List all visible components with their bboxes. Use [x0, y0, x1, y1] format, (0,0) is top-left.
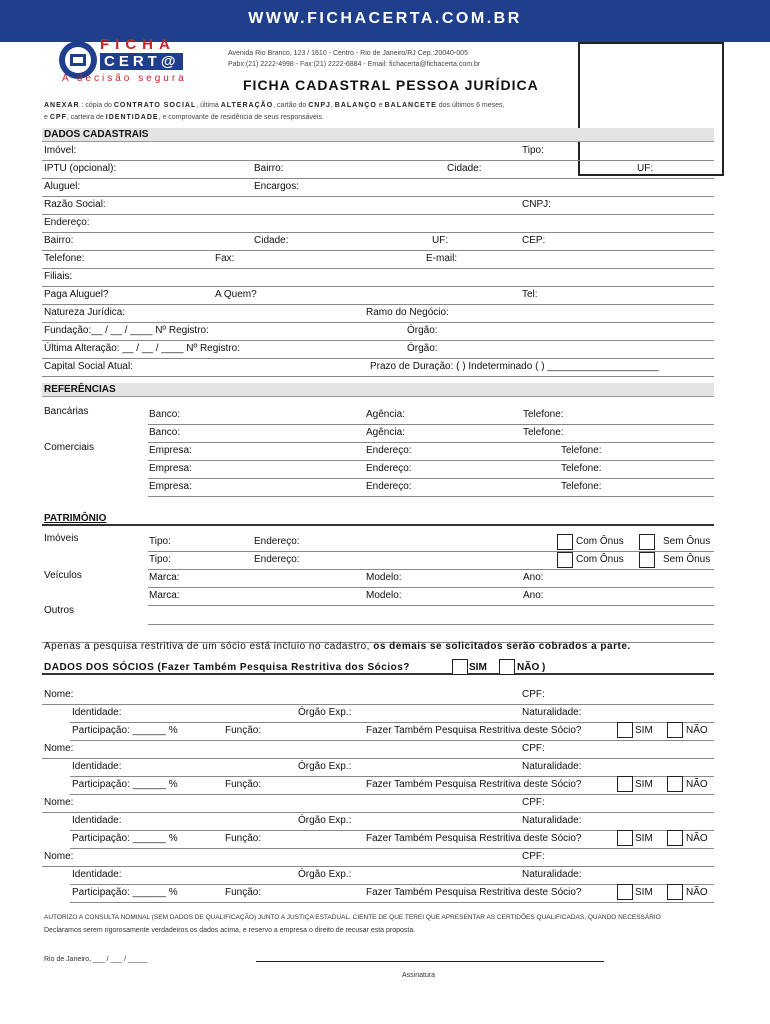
socio-sim-checkbox[interactable] [617, 830, 633, 846]
cidade-label: Cidade: [447, 163, 482, 174]
funcao-label: Função: [225, 833, 262, 844]
natureza-juridica-label: Natureza Jurídica: [44, 307, 126, 318]
socio-nao-checkbox[interactable] [667, 722, 683, 738]
field-row[interactable] [148, 533, 714, 552]
field-row[interactable] [148, 551, 714, 570]
naturalidade-label: Naturalidade: [522, 815, 582, 826]
socio-nao-checkbox[interactable] [667, 776, 683, 792]
cep-label: CEP: [522, 235, 546, 246]
socios-title: DADOS DOS SÓCIOS (Fazer Também Pesquisa Restritiva dos Sócios? [44, 662, 410, 673]
endereco-label: Endereço: [366, 481, 412, 492]
sim-label: SIM [635, 779, 653, 790]
socio-nome-row[interactable] [42, 794, 714, 813]
company-address [228, 48, 480, 70]
signature-line[interactable] [256, 961, 604, 962]
cpf-label: CPF: [522, 797, 545, 808]
field-row[interactable] [42, 268, 714, 287]
empresa-label: Empresa: [149, 481, 192, 492]
socio-nao-checkbox[interactable] [667, 884, 683, 900]
field-row[interactable] [42, 358, 714, 377]
site-url: WWW.FICHACERTA.COM.BR [248, 10, 522, 27]
fundacao-label: Fundação:__ / __ / ____ Nº Registro: [44, 325, 209, 336]
annex-keyword: CNPJ [308, 102, 331, 109]
socio-sim-checkbox[interactable] [617, 776, 633, 792]
sim-label: SIM [635, 887, 653, 898]
annex-text: , cartão do [273, 102, 307, 109]
field-row[interactable] [148, 478, 714, 497]
field-row[interactable] [42, 232, 714, 251]
sim-label: SIM [635, 725, 653, 736]
section-referencias: REFERÊNCIAS [42, 383, 714, 397]
section-socios [42, 661, 714, 675]
annex-keyword: BALANCETE [384, 102, 437, 109]
socio-identidade-row[interactable] [70, 704, 714, 723]
autorizo-statement: AUTORIZO A CONSULTA NOMINAL (SEM DADOS DE QUALIFICAÇÃO) JUNTO A JUSTIÇA ESTADUAL. CIENTE DE QUE TEREI QUE APRESENTAR AS CERTIDÕES QUALIFICADAS, QUANDO NECESSÁRIO [44, 914, 661, 921]
orgao-exp-label: Órgão Exp.: [298, 761, 352, 772]
telefone-label: Telefone: [561, 445, 602, 456]
socio-identidade-row[interactable] [70, 866, 714, 885]
annex-keyword: CONTRATO SOCIAL [113, 102, 197, 109]
section-dados-cadastrais: DADOS CADASTRAIS [42, 128, 714, 142]
orgao-exp-label: Órgão Exp.: [298, 815, 352, 826]
identidade-label: Identidade: [72, 869, 122, 880]
com-onus-checkbox[interactable] [557, 534, 573, 550]
orgao-exp-label: Órgão Exp.: [298, 707, 352, 718]
telefone-label: Telefone: [561, 481, 602, 492]
cidade-label: Cidade: [254, 235, 289, 246]
declaracao-statement: Declaramos serem rigorosamente verdadeiros os dados acima, e reservo a empresa o direito de recusar esta proposta. [44, 927, 416, 934]
annex-text: , carteira de [66, 114, 104, 121]
nao-label: NÃO [686, 725, 708, 736]
funcao-label: Função: [225, 725, 262, 736]
identidade-label: Identidade: [72, 707, 122, 718]
banco-label: Banco: [149, 427, 181, 438]
email-label: E-mail: [426, 253, 458, 264]
banco-label: Banco: [149, 409, 181, 420]
iptu-label: IPTU (opcional): [44, 163, 117, 174]
restritiva-bold-text: os demais se solicitados serão cobrados a parte. [373, 641, 631, 652]
field-row[interactable] [148, 424, 714, 443]
tipo-label: Tipo: [149, 536, 171, 547]
socio-identidade-row[interactable] [70, 758, 714, 777]
nao-label: NÃO [686, 887, 708, 898]
orgao-exp-label: Órgão Exp.: [298, 869, 352, 880]
sem-onus-label: Sem Ônus [663, 554, 711, 565]
cpf-label: CPF: [522, 689, 545, 700]
socio-sim-checkbox[interactable] [617, 884, 633, 900]
com-onus-label: Com Ônus [576, 554, 624, 565]
participacao-label: Participação: ______ % [72, 887, 178, 898]
imoveis-label: Imóveis [44, 533, 79, 544]
cpf-label: CPF: [522, 851, 545, 862]
telefone-label: Telefone: [523, 427, 564, 438]
field-row[interactable] [148, 406, 714, 425]
field-row[interactable] [42, 142, 714, 161]
pesquisa-socio-label: Fazer Também Pesquisa Restritiva deste Sócio? [366, 887, 582, 898]
razao-social-label: Razão Social: [44, 199, 106, 210]
pesquisa-socio-label: Fazer Também Pesquisa Restritiva deste Sócio? [366, 833, 582, 844]
outros-label: Outros [44, 605, 75, 616]
tipo-label: Tipo: [522, 145, 544, 156]
field-row[interactable] [42, 250, 714, 269]
annex-text: , e comprovante de residência de seus responsáveis. [158, 114, 324, 121]
logo [56, 36, 206, 86]
ramo-negocio-label: Ramo do Negócio: [366, 307, 449, 318]
sim-label: SIM [635, 833, 653, 844]
annex-text: : cópia do [81, 102, 112, 109]
annex-text: e [378, 102, 383, 109]
ultima-alteracao-label: Última Alteração: __ / __ / ____ Nº Registro: [44, 343, 240, 354]
uf-label: UF: [432, 235, 449, 246]
comerciais-label: Comerciais [44, 442, 95, 453]
field-row[interactable] [42, 160, 714, 179]
endereco-label: Endereço: [366, 463, 412, 474]
veiculos-label: Veículos [44, 570, 82, 581]
encargos-label: Encargos: [254, 181, 300, 192]
marca-label: Marca: [149, 572, 180, 583]
endereco-label: Endereço: [254, 536, 300, 547]
empresa-label: Empresa: [149, 463, 192, 474]
field-row[interactable] [42, 286, 714, 305]
endereco-label: Endereço: [366, 445, 412, 456]
field-row[interactable] [42, 322, 714, 341]
participacao-label: Participação: ______ % [72, 779, 178, 790]
telefone-label: Telefone: [44, 253, 85, 264]
field-row[interactable] [148, 460, 714, 479]
form-title: FICHA CADASTRAL PESSOA JURÍDICA [243, 77, 539, 93]
agencia-label: Agência: [366, 409, 405, 420]
address-line: Avenida Rio Branco, 123 / 1610 - Centro - Rio de Janeiro/RJ Cep.:20040-005 [228, 50, 468, 57]
funcao-label: Função: [225, 887, 262, 898]
orgao-label: Órgão: [407, 325, 438, 336]
ano-label: Ano: [523, 572, 544, 583]
nome-label: Nome: [44, 851, 74, 862]
filiais-label: Filiais: [44, 271, 73, 282]
socios-sim-checkbox[interactable] [452, 659, 468, 675]
socio-identidade-row[interactable] [70, 812, 714, 831]
funcao-label: Função: [225, 779, 262, 790]
logo-word-certa: CERT@ [100, 53, 183, 70]
socio-sim-checkbox[interactable] [617, 722, 633, 738]
participacao-label: Participação: ______ % [72, 725, 178, 736]
empresa-label: Empresa: [149, 445, 192, 456]
nome-label: Nome: [44, 689, 74, 700]
pesquisa-socio-label: Fazer Também Pesquisa Restritiva deste Sócio? [366, 779, 582, 790]
agencia-label: Agência: [366, 427, 405, 438]
telefone-label: Telefone: [561, 463, 602, 474]
restritiva-note [44, 641, 631, 652]
bancarias-label: Bancárias [44, 406, 89, 417]
socio-nome-row[interactable] [42, 740, 714, 759]
sem-onus-checkbox[interactable] [639, 552, 655, 568]
endereco-label: Endereço: [254, 554, 300, 565]
cpf-label: CPF: [522, 743, 545, 754]
field-row[interactable] [42, 196, 714, 215]
field-row[interactable] [42, 178, 714, 197]
socio-nome-row[interactable] [42, 686, 714, 705]
socios-nao-label: NÃO ) [517, 662, 546, 673]
nao-label: NÃO [686, 833, 708, 844]
nao-label: NÃO [686, 779, 708, 790]
nome-label: Nome: [44, 797, 74, 808]
bairro-label: Bairro: [44, 235, 74, 246]
logo-word-ficha: FICHA [100, 36, 176, 53]
capital-social-label: Capital Social Atual: [44, 361, 133, 372]
telefone-label: Telefone: [523, 409, 564, 420]
annex-text: e [44, 114, 48, 121]
marca-label: Marca: [149, 590, 180, 601]
field-row[interactable] [42, 214, 714, 233]
annex-text: dos últimos 6 meses, [438, 102, 505, 109]
ano-label: Ano: [523, 590, 544, 601]
data-field[interactable]: Rio de Janeiro, ___ / ___ / _____ [44, 956, 148, 963]
assinatura-label: Assinatura [402, 972, 436, 979]
field-row[interactable] [42, 340, 714, 359]
field-row[interactable] [148, 606, 714, 625]
annex-keyword: IDENTIDADE [105, 114, 159, 121]
restritiva-text: Apenas a pesquisa restritiva de um sócio está incluio no cadastro, [44, 641, 370, 652]
socios-nao-checkbox[interactable] [499, 659, 515, 675]
naturalidade-label: Naturalidade: [522, 869, 582, 880]
socio-nao-checkbox[interactable] [667, 830, 683, 846]
annex-keyword: CPF [49, 114, 67, 121]
field-row[interactable] [148, 442, 714, 461]
bairro-label: Bairro: [254, 163, 284, 174]
socio-nome-row[interactable] [42, 848, 714, 867]
fax-label: Fax: [215, 253, 235, 264]
modelo-label: Modelo: [366, 572, 402, 583]
tel-label: Tel: [522, 289, 538, 300]
com-onus-checkbox[interactable] [557, 552, 573, 568]
tipo-label: Tipo: [149, 554, 171, 565]
orgao-label: Órgão: [407, 343, 438, 354]
annex-text: , última [196, 102, 219, 109]
field-row[interactable] [148, 569, 714, 588]
annex-keyword: ANEXAR [44, 102, 80, 109]
field-row[interactable] [148, 587, 714, 606]
socios-sim-label: SIM [469, 662, 487, 673]
section-patrimonio: PATRIMÔNIO [42, 512, 714, 526]
logo-tagline: A decisão segura [62, 73, 187, 84]
identidade-label: Identidade: [72, 761, 122, 772]
uf-label: UF: [637, 163, 654, 174]
nome-label: Nome: [44, 743, 74, 754]
modelo-label: Modelo: [366, 590, 402, 601]
annex-keyword: ALTERAÇÃO [220, 102, 274, 109]
participacao-label: Participação: ______ % [72, 833, 178, 844]
annex-text: , [330, 102, 333, 109]
paga-aluguel-label: Paga Aluguel? [44, 289, 109, 300]
sem-onus-checkbox[interactable] [639, 534, 655, 550]
identidade-label: Identidade: [72, 815, 122, 826]
pesquisa-socio-label: Fazer Também Pesquisa Restritiva deste Sócio? [366, 725, 582, 736]
naturalidade-label: Naturalidade: [522, 707, 582, 718]
naturalidade-label: Naturalidade: [522, 761, 582, 772]
contact-line: Pabx:(21) 2222-4998 - Fax:(21) 2222-6884 - Email: fichacerta@fichacerta.com.br [228, 61, 481, 68]
com-onus-label: Com Ônus [576, 536, 624, 547]
a-quem-label: A Quem? [215, 289, 257, 300]
prazo-duracao-label: Prazo de Duração: ( ) Indeterminado ( ) ____________________ [370, 361, 659, 372]
imovel-label: Imóvel: [44, 145, 77, 156]
cnpj-label: CNPJ: [522, 199, 551, 210]
annex-instructions [44, 100, 584, 124]
aluguel-label: Aluguel: [44, 181, 81, 192]
field-row[interactable] [42, 304, 714, 323]
sem-onus-label: Sem Ônus [663, 536, 711, 547]
endereco-label: Endereço: [44, 217, 90, 228]
annex-keyword: BALANÇO [334, 102, 377, 109]
